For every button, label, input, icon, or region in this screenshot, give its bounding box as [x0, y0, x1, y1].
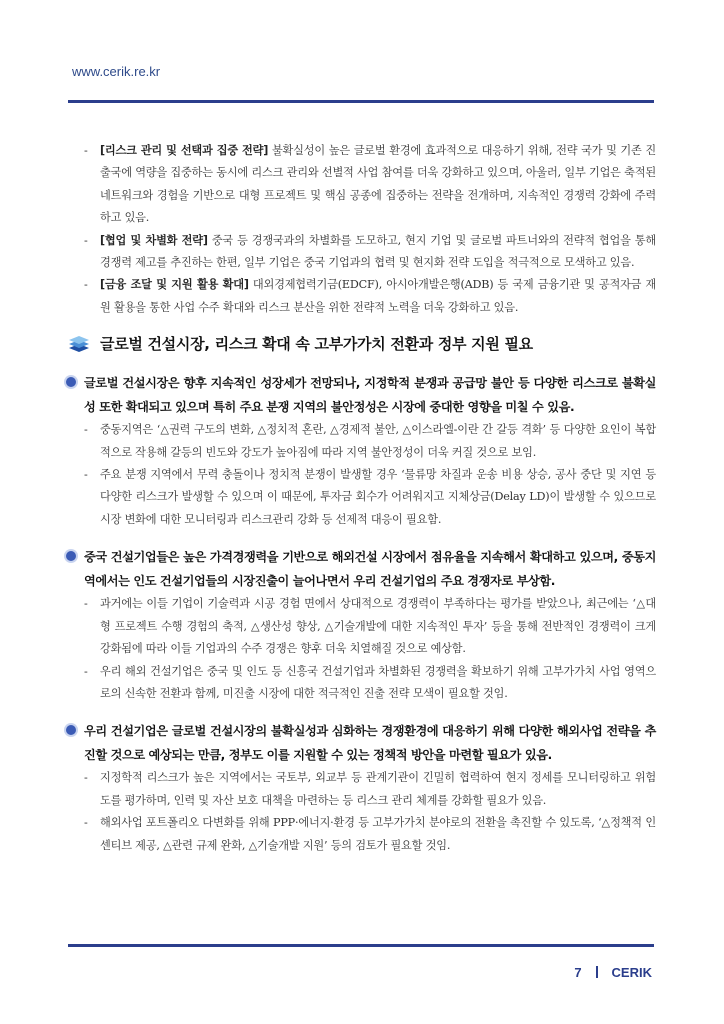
dash-marker: -	[84, 664, 88, 678]
intro-item	[84, 274, 656, 319]
footer-org: CERIK	[611, 965, 652, 980]
sub-item-text: 중동지역은 ‘△권력 구도의 변화, △정치적 혼란, △경제적 불안, △이스라엘-이란 간 갈등 격화’ 등 다양한 요인이 복합적으로 작용해 갈등의 빈도와 강도가 높아짐에 따라 지역 불안정성이 더욱 커질 것으로 보임.	[100, 423, 656, 459]
intro-item-label: [협업 및 차별화 전략]	[100, 233, 208, 247]
intro-item-label: [금융 조달 및 지원 활용 확대]	[100, 278, 249, 292]
intro-item-text: 불확실성이 높은 글로벌 환경에 효과적으로 대응하기 위해, 전략 국가 및 기존 진출국에 역량을 집중하는 동시에 리스크 관리와 선별적 사업 참여를 더욱 강화하고 있으며, 아울러, 일부 기업은 축적된 네트워크와 경험을 기반으로 대형 프로젝트 및 핵심 공종에 집중하는 전략을 전개하며, 지속적인 경쟁력 강화에 주력하고 있음.	[100, 144, 657, 225]
dash-marker: -	[84, 597, 88, 611]
footer-separator	[596, 966, 598, 978]
bullet-icon	[66, 551, 76, 561]
dash-marker: -	[84, 423, 88, 437]
key-point	[64, 719, 656, 767]
key-point-text: 중국 건설기업들은 높은 가격경쟁력을 기반으로 해외건설 시장에서 점유율을 지속해서 확대하고 있으며, 중동지역에서는 인도 건설기업들의 시장진출이 늘어나면서 우리 건설기업의 주요 경쟁자로 부상함.	[84, 550, 656, 589]
key-point-text: 우리 건설기업은 글로벌 건설시장의 불확실성과 심화하는 경쟁환경에 대응하기 위해 다양한 해외사업 전략을 추진할 것으로 예상되는 만큼, 정부도 이를 지원할 수 있는 정책적 방안을 마련할 필요가 있음.	[84, 724, 656, 763]
sub-item-text: 과거에는 이들 기업이 기술력과 시공 경험 면에서 상대적으로 경쟁력이 부족하다는 평가를 받았으나, 최근에는 ‘△대형 프로젝트 수행 경험의 축적, △생산성 향상, △기술개발에 대한 지속적인 투자’ 등을 통해 전반적인 경쟁력이 크게 강화됨에 따라 이들 기업과의 수주 경쟁은 향후 더욱 치열해질 것으로 예상함.	[100, 597, 656, 656]
dash-marker: -	[84, 468, 88, 482]
bullet-icon	[66, 377, 76, 387]
intro-item	[84, 230, 656, 275]
sub-item	[84, 464, 656, 531]
sub-item	[84, 661, 656, 706]
sub-item	[84, 812, 656, 857]
intro-item-label: [리스크 관리 및 선택과 집중 전략]	[100, 144, 269, 157]
section-title: 글로벌 건설시장, 리스크 확대 속 고부가가치 전환과 정부 지원 필요	[100, 335, 533, 354]
dash-marker: -	[84, 144, 88, 157]
key-point	[64, 545, 656, 593]
sub-item-text: 지정학적 리스크가 높은 지역에서는 국토부, 외교부 등 관계기관이 긴밀히 협력하여 현지 정세를 모니터링하고 위험도를 평가하며, 인력 및 자산 보호 대책을 마련하는 등 리스크 관리 체계를 강화할 필요가 있음.	[100, 771, 656, 807]
header-divider	[68, 100, 654, 103]
sub-item	[84, 419, 656, 464]
sub-item-text: 주요 분쟁 지역에서 무력 충돌이나 정치적 분쟁이 발생할 경우 ‘물류망 차질과 운송 비용 상승, 공사 중단 및 지연 등 다양한 리스크가 발생할 수 있으며 이 때문에, 투자금 회수가 어려워지고 지체상금(Delay LD)이 발생할 수 있으므로 시장 변화에 대한 모니터링과 리스크관리 강화 등 선제적 대응이 필요함.	[100, 468, 656, 526]
sub-item-text: 우리 해외 건설기업은 중국 및 인도 등 신흥국 건설기업과 차별화된 경쟁력을 확보하기 위해 고부가가치 사업 영역으로의 신속한 전환과 함께, 미진출 시장에 대한 적극적인 진출 전략 모색이 필요할 것임.	[100, 664, 656, 700]
page-footer	[574, 965, 652, 980]
key-point	[64, 371, 656, 419]
dash-marker: -	[84, 771, 88, 785]
bullet-icon	[66, 725, 76, 735]
sub-item	[84, 767, 656, 812]
sub-item	[84, 593, 656, 660]
header-url[interactable]: www.cerik.re.kr	[72, 64, 161, 79]
layers-icon	[68, 334, 90, 354]
sub-item-text: 해외사업 포트폴리오 다변화를 위해 PPP·에너지·환경 등 고부가가치 분야로의 전환을 촉진할 수 있도록, ‘△정책적 인센티브 제공, △관련 규제 완화, △기술개발 지원’ 등의 검토가 필요할 것임.	[100, 816, 656, 852]
intro-item-text: 대외경제협력기금(EDCF), 아시아개발은행(ADB) 등 국제 금융기관 및 공적자금 재원 활용을 통한 사업 수주 확대와 리스크 분산을 위한 전략적 노력을 더욱 강화하고 있음.	[100, 278, 656, 314]
dash-marker: -	[84, 278, 88, 292]
dash-marker: -	[84, 233, 88, 247]
key-point-text: 글로벌 건설시장은 향후 지속적인 성장세가 전망되나, 지정학적 분쟁과 공급망 불안 등 다양한 리스크로 불확실성 또한 확대되고 있으며 특히 주요 분쟁 지역의 불안정성은 시장에 중대한 영향을 미칠 수 있음.	[84, 376, 656, 415]
dash-marker: -	[84, 816, 88, 830]
page-number: 7	[574, 965, 582, 980]
section-heading	[68, 331, 656, 357]
footer-divider	[68, 944, 654, 947]
intro-item	[84, 140, 656, 230]
main-content	[84, 140, 656, 857]
intro-item-text: 중국 등 경쟁국과의 차별화를 도모하고, 현지 기업 및 글로벌 파트너와의 전략적 협업을 통해 경쟁력 제고를 추진하는 한편, 일부 기업은 중국 기업과의 협력 및 현지화 전략 도입을 적극적으로 모색하고 있음.	[100, 233, 656, 270]
